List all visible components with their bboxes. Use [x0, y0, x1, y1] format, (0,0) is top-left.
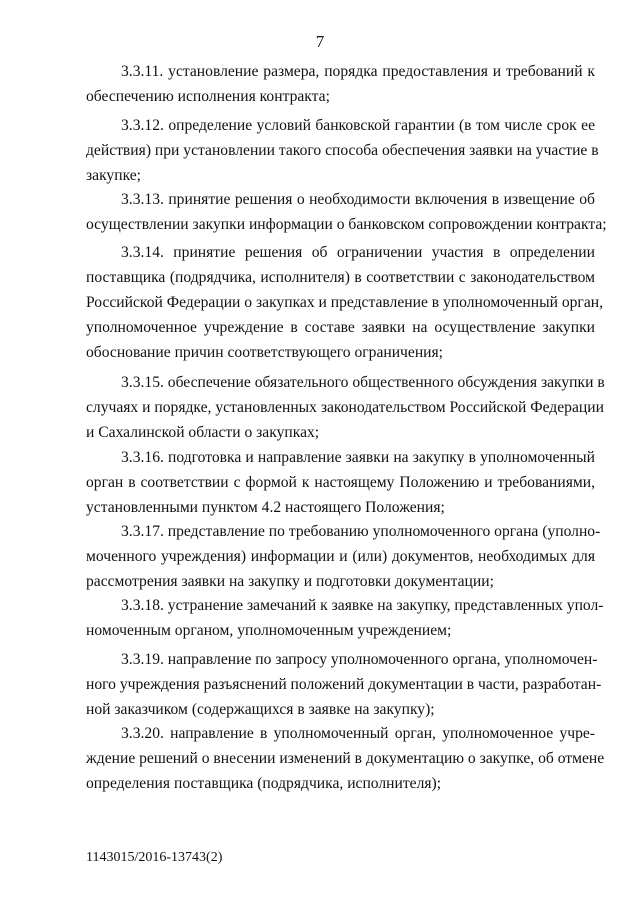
text-line: обеспечению исполнения контракта; — [86, 88, 330, 105]
text-line: случаях и порядке, установленных законодательством Российской Федерации — [86, 399, 604, 416]
text-line: 3.3.12. определение условий банковской гарантии (в том числе срок ее — [121, 117, 595, 134]
document-footer-code: 1143015/2016-13743(2) — [86, 850, 223, 865]
text-line: 3.3.20. направление в уполномоченный орган, уполномоченное учре- — [121, 725, 595, 742]
text-line: ной заказчиком (содержащихся в заявке на закупку); — [86, 701, 435, 718]
text-line: орган в соответствии с формой к настоящему Положению и требованиями, — [86, 474, 595, 491]
text-line: 3.3.13. принятие решения о необходимости включения в извещение об — [121, 191, 595, 208]
text-line: 3.3.19. направление по запросу уполномоченного органа, уполномочен- — [121, 651, 598, 668]
text-line: действия) при установлении такого способа обеспечения заявки на участие в — [86, 142, 599, 159]
text-line: уполномоченное учреждение в составе заявки на осуществление закупки — [86, 319, 595, 336]
page-number: 7 — [315, 32, 325, 51]
text-line: 3.3.15. обеспечение обязательного общественного обсуждения закупки в — [121, 374, 605, 391]
text-line: 3.3.18. устранение замечаний к заявке на закупку, представленных упол- — [121, 597, 604, 614]
text-line: ного учреждения разъяснений положений документации в части, разработан- — [86, 676, 602, 693]
text-line: Российской Федерации о закупках и представление в уполномоченный орган, — [86, 294, 603, 311]
text-line: обоснование причин соответствующего ограничения; — [86, 344, 444, 361]
text-line: 3.3.14. принятие решения об ограничении участия в определении — [121, 244, 595, 261]
text-line: 3.3.11. установление размера, порядка предоставления и требований к — [121, 63, 595, 80]
text-line: определения поставщика (подрядчика, исполнителя); — [86, 775, 442, 792]
text-line: 3.3.17. представление по требованию уполномоченного органа (уполно- — [121, 523, 601, 540]
text-line: поставщика (подрядчика, исполнителя) в соответствии с законодательством — [86, 269, 595, 286]
text-line: 3.3.16. подготовка и направление заявки на закупку в уполномоченный — [121, 449, 595, 466]
text-line: установленными пунктом 4.2 настоящего Положения; — [86, 499, 445, 516]
text-line: ждение решений о внесении изменений в документацию о закупке, об отмене — [86, 750, 605, 767]
text-line: моченного учреждения) информации и (или) документов, необходимых для — [86, 548, 595, 565]
text-line: закупке; — [86, 167, 142, 184]
text-line: номоченным органом, уполномоченным учреждением; — [86, 622, 452, 639]
text-line: осуществлении закупки информации о банковском сопровождении контракта; — [86, 216, 607, 233]
text-line: и Сахалинской области о закупках; — [86, 424, 320, 441]
text-line: рассмотрения заявки на закупку и подготовки документации; — [86, 573, 494, 590]
